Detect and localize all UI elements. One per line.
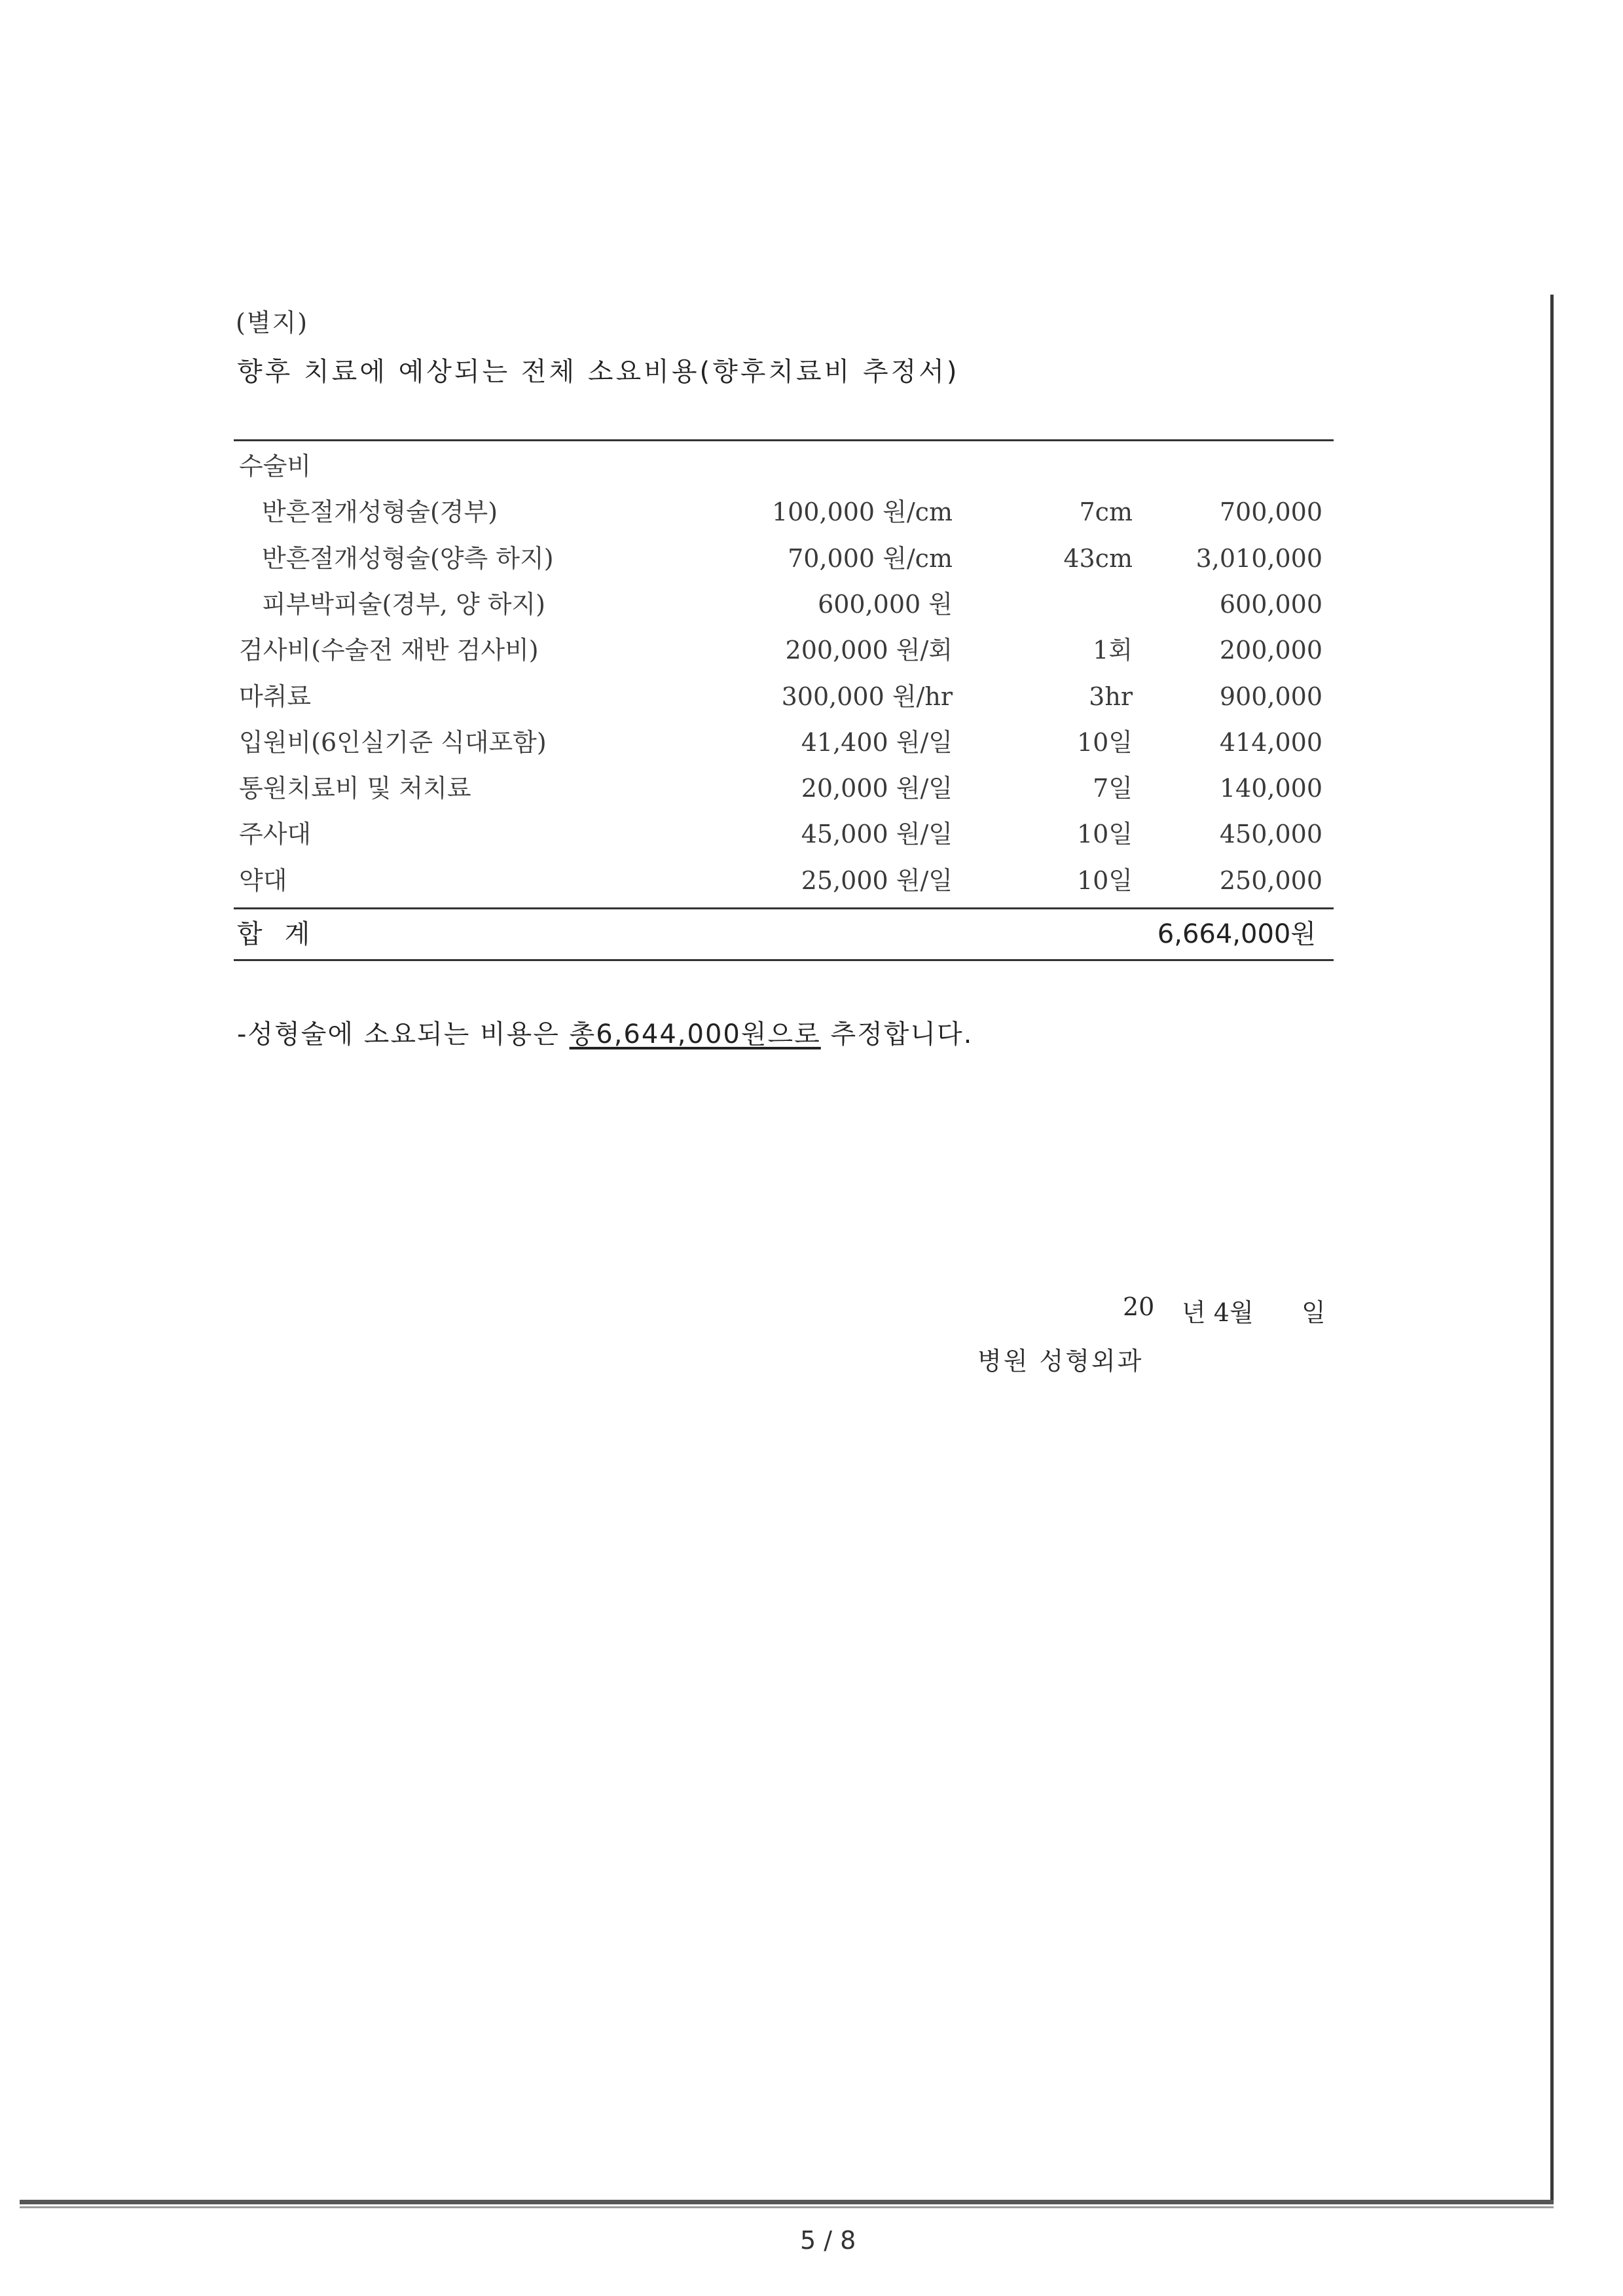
- cell-unit-price: 600,000 원: [818, 589, 953, 619]
- cell-unit-price: 45,000 원/일: [801, 820, 953, 849]
- total-value: 6,664,000원: [1157, 919, 1316, 949]
- cell-amount: 450,000: [1219, 820, 1322, 849]
- estimate-note-prefix: -성형술에 소요되는 비용은: [237, 1019, 570, 1049]
- cell-amount: 250,000: [1219, 866, 1322, 895]
- table-row: [0, 858, 1623, 903]
- cell-unit-price: 300,000 원/hr: [781, 682, 953, 711]
- total-bottom-rule: [234, 959, 1334, 961]
- cell-item: 입원비(6인실기준 식대포함): [239, 727, 547, 757]
- page-number: 5 / 8: [800, 2226, 856, 2255]
- cell-unit-price: 41,400 원/일: [801, 727, 953, 757]
- total-row: [0, 910, 1623, 958]
- cell-item: 피부박피술(경부, 양 하지): [262, 589, 545, 619]
- cell-quantity: 10일: [1076, 727, 1133, 757]
- cell-quantity: 7일: [1093, 774, 1133, 803]
- cell-item: 검사비(수술전 재반 검사비): [239, 636, 539, 665]
- document-title: 향후 치료에 예상되는 전체 소요비용(향후치료비 추정서): [237, 357, 960, 387]
- cell-quantity: 1회: [1093, 636, 1133, 665]
- table-row: [0, 536, 1623, 581]
- table-row: [0, 627, 1623, 673]
- signature-year-month: 년 4월: [1182, 1298, 1254, 1327]
- cell-unit-price: 100,000 원/cm: [771, 498, 953, 527]
- cell-item: 반흔절개성형술(양측 하지): [262, 543, 554, 573]
- cell-item: 약대: [239, 866, 287, 895]
- table-row: [0, 674, 1623, 720]
- table-row: [0, 489, 1623, 535]
- table-row: [0, 765, 1623, 811]
- cell-quantity: 7cm: [1079, 498, 1133, 527]
- cell-item: 통원치료비 및 처치료: [239, 774, 471, 803]
- cell-unit-price: 20,000 원/일: [801, 774, 953, 803]
- signature-organization: 병원 성형외과: [977, 1347, 1144, 1376]
- estimate-note: [237, 1013, 973, 1051]
- scan-bottom-edge-shadow: [20, 2206, 1554, 2208]
- cell-quantity: 10일: [1076, 820, 1133, 849]
- estimate-note-total: 총6,644,000원으로: [569, 1019, 821, 1049]
- cell-amount: 200,000: [1219, 636, 1322, 665]
- cell-quantity: 10일: [1076, 866, 1133, 895]
- cell-unit-price: 200,000 원/회: [785, 636, 953, 665]
- total-top-rule: [234, 907, 1334, 909]
- cell-unit-price: 25,000 원/일: [801, 866, 953, 895]
- total-label: 합계: [237, 919, 333, 949]
- table-row: [0, 581, 1623, 627]
- cell-quantity: 43cm: [1063, 543, 1133, 573]
- cell-amount: 414,000: [1219, 727, 1322, 757]
- cell-amount: 900,000: [1219, 682, 1322, 711]
- cell-amount: 700,000: [1219, 498, 1322, 527]
- cell-item: 반흔절개성형술(경부): [262, 498, 498, 527]
- table-row: [0, 811, 1623, 857]
- cell-amount: 140,000: [1219, 774, 1322, 803]
- table-row: [0, 443, 1623, 489]
- signature-year: 20: [1123, 1292, 1155, 1321]
- cell-unit-price: 70,000 원/cm: [788, 543, 953, 573]
- table-row: [0, 720, 1623, 765]
- cell-quantity: 3hr: [1089, 682, 1133, 711]
- table-top-rule: [234, 439, 1334, 441]
- cell-item: 주사대: [239, 820, 312, 849]
- cell-item: 마취료: [239, 682, 312, 711]
- signature-day: 일: [1302, 1298, 1326, 1327]
- cell-amount: 3,010,000: [1195, 543, 1322, 573]
- estimate-note-suffix: 추정합니다.: [820, 1019, 974, 1049]
- cell-item: 수술비: [239, 452, 312, 481]
- cell-amount: 600,000: [1219, 589, 1322, 619]
- scan-bottom-edge: [20, 2200, 1554, 2204]
- form-label: (별지): [236, 308, 309, 337]
